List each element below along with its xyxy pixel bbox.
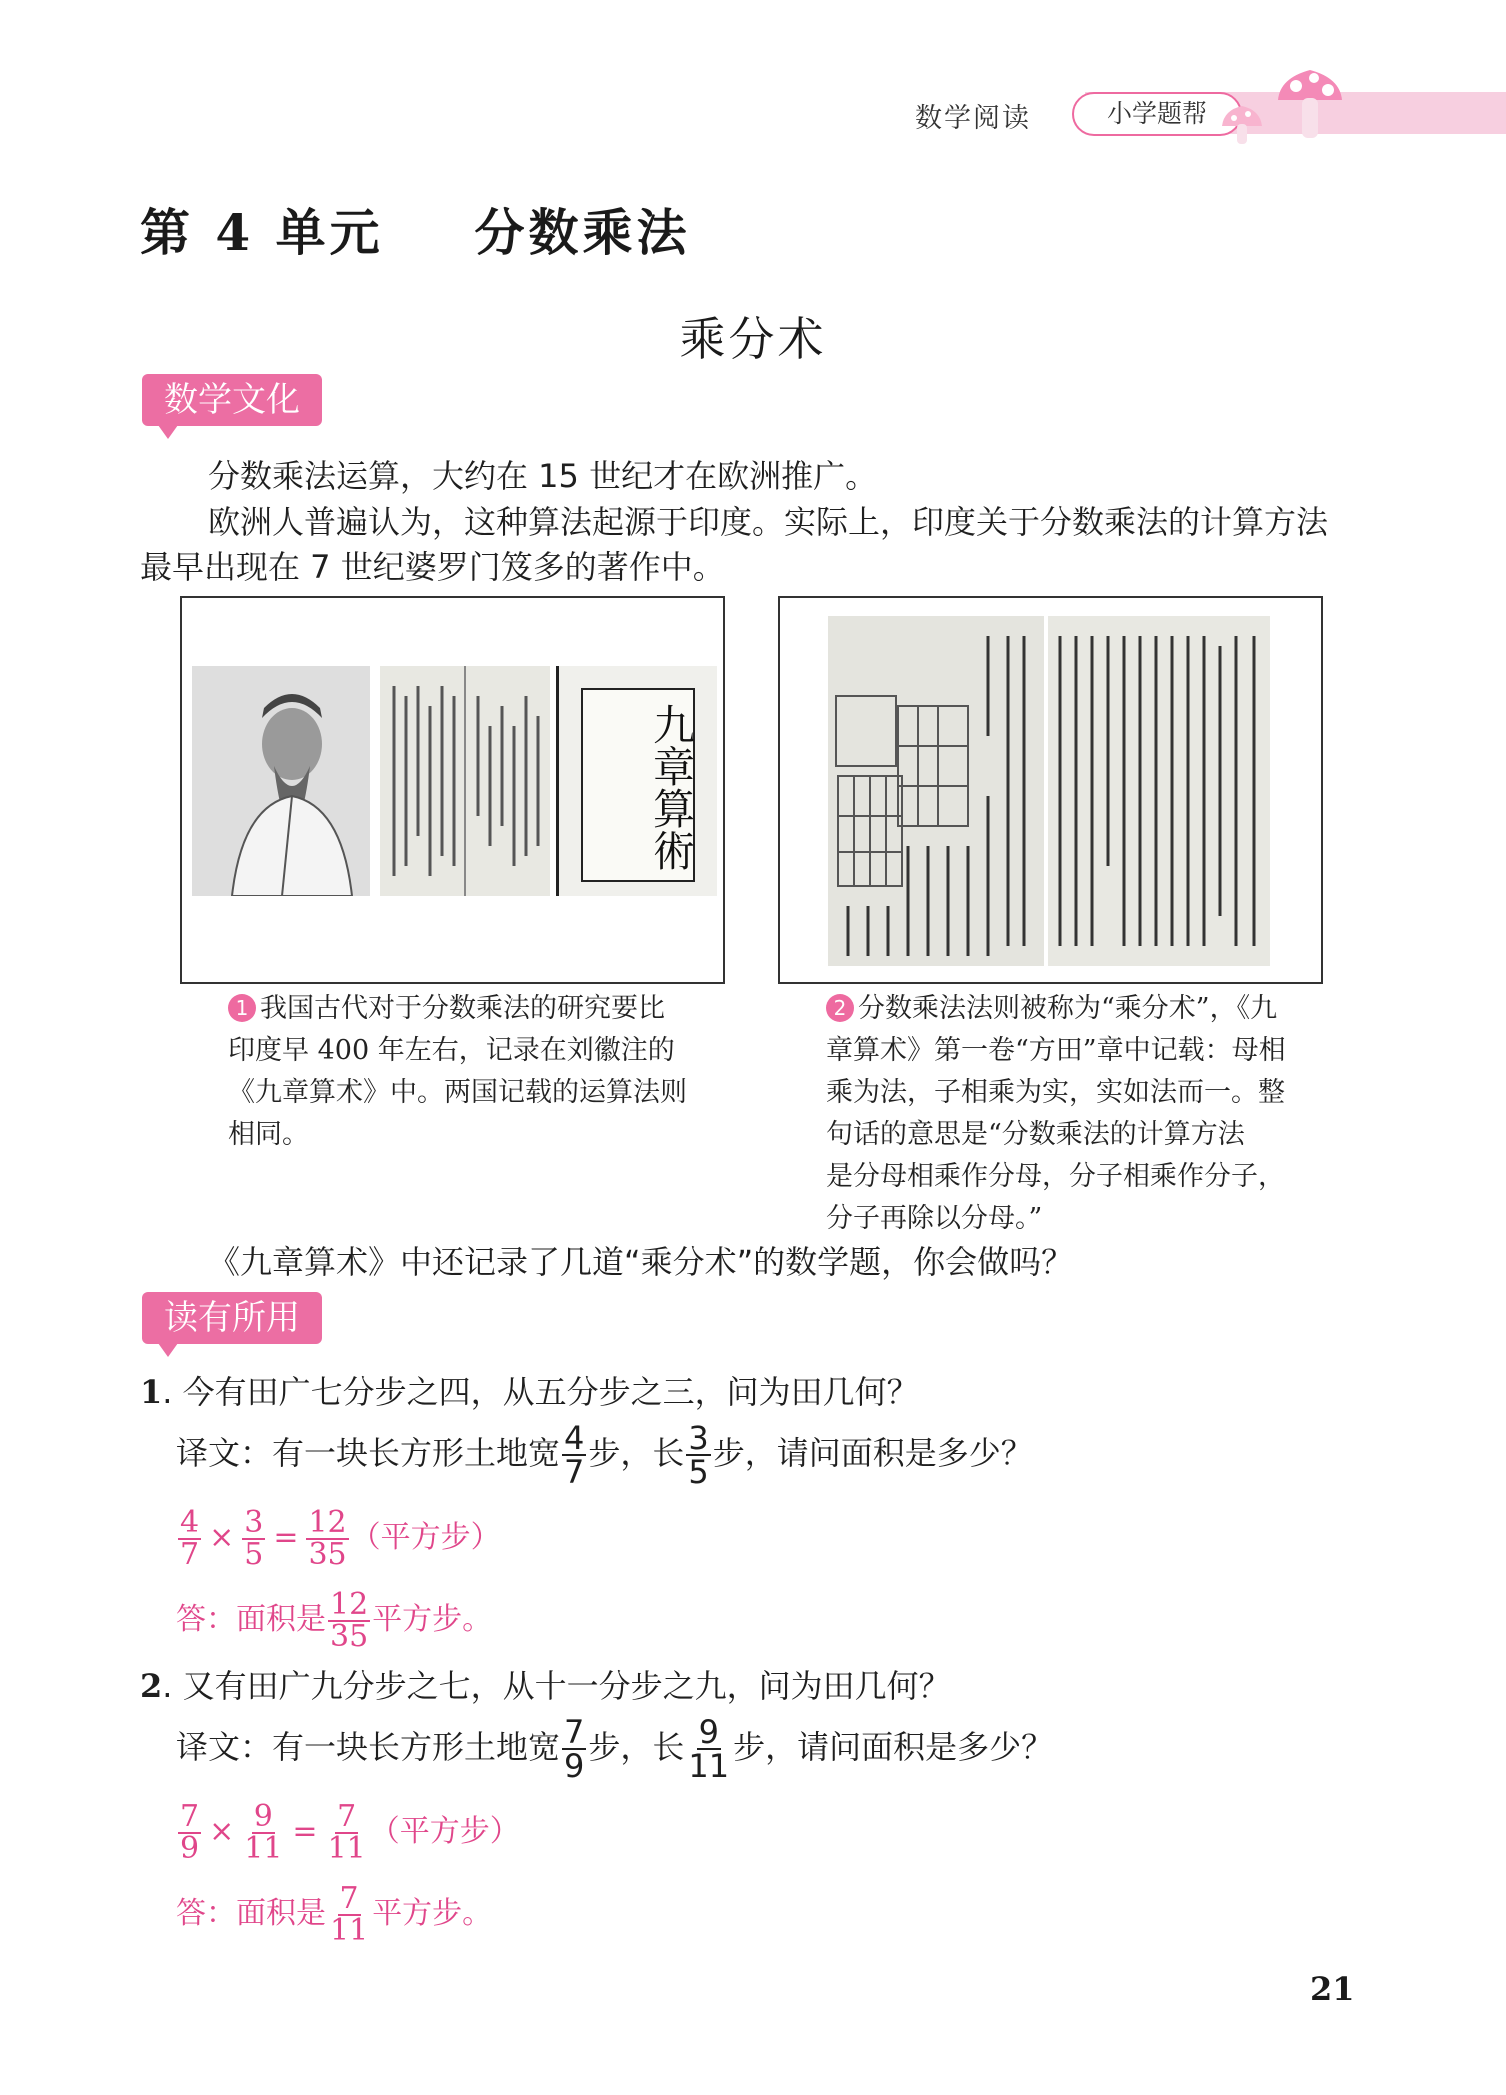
transition-sentence: 《九章算术》中还记录了几道“乘分术”的数学题，你会做吗？	[208, 1243, 1074, 1281]
open-book-photo	[380, 666, 550, 896]
left-page-drawing	[828, 616, 1044, 966]
fraction: $\frac{3}{5}$	[688, 1419, 709, 1491]
use-tag-tail	[158, 1343, 178, 1357]
unit-suffix: 单元	[275, 203, 384, 262]
right-page-drawing	[1048, 616, 1270, 966]
problem-1-translation: 译文：有一块长方形土地宽 $\frac{4}{7}$ 步，长 $\frac{3}{5}$ 步，请问面积是多少？	[176, 1419, 1033, 1491]
unit-number: 4	[215, 203, 255, 262]
lesson-title: 乘分术	[679, 312, 827, 366]
culture-tag: 数学文化	[142, 374, 322, 426]
ancient-text-right-page	[1048, 616, 1270, 966]
fraction: $\frac{7}{9}$	[564, 1713, 585, 1785]
fraction: $\frac{4}{7}$	[180, 1505, 200, 1572]
problem-2-number: 2	[140, 1667, 163, 1705]
fraction: $\frac{3}{5}$	[244, 1505, 264, 1572]
problem-1-calculation: $\frac{4}{7}$ × $\frac{3}{5}$ = $\frac{12}{35}$ （平方步）	[180, 1505, 501, 1572]
intro-paragraph-2-line-1: 欧洲人普遍认为，这种算法起源于印度。实际上，印度关于分数乘法的计算方法	[208, 503, 1329, 541]
ancient-text-left-page	[828, 616, 1044, 966]
intro-paragraph-2-line-2: 最早出现在 7 世纪婆罗门笈多的著作中。	[140, 548, 725, 586]
caption-2-line-5: 是分母相乘作分母，分子相乘作分子，	[826, 1161, 1285, 1192]
caption-1-line-1: 1 我国古代对于分数乘法的研究要比	[228, 988, 708, 1030]
problem-1-question: 1. 今有田广七分步之四，从五分步之三，问为田几何？	[140, 1373, 919, 1411]
fraction: $\frac{7}{9}$	[180, 1799, 200, 1866]
caption-1-line-3: 《九章算术》中。两国记载的运算法则	[228, 1077, 687, 1108]
book-cover-label	[581, 688, 695, 882]
caption-1-line-4: 相同。	[228, 1119, 309, 1150]
problem-2-calculation: $\frac{7}{9}$ × $\frac{9}{11}$ = $\frac{7}{11}$ （平方步）	[180, 1799, 520, 1866]
figure-2-caption	[826, 988, 1306, 1240]
mushroom-icon	[1218, 52, 1358, 152]
section-label: 数学阅读	[915, 103, 1031, 134]
fraction: $\frac{4}{7}$	[564, 1419, 585, 1491]
figure-1-caption	[228, 988, 708, 1156]
caption-2-line-3: 乘为法，子相乘为实，实如法而一。整	[826, 1077, 1285, 1108]
page-number: 21	[1310, 1970, 1355, 2008]
liu-hui-portrait	[192, 666, 370, 896]
figure-2-frame	[778, 596, 1323, 984]
book-cover-title: 九章算術	[647, 703, 696, 871]
fraction: $\frac{7}{11}$	[327, 1799, 366, 1866]
figure-1-number-badge: 1	[228, 994, 256, 1022]
caption-2-line-6: 分子再除以分母。”	[826, 1203, 1043, 1234]
figure-2-number-badge: 2	[826, 994, 854, 1022]
caption-2-line-4: 句话的意思是“分数乘法的计算方法	[826, 1119, 1245, 1150]
problem-1-answer: 答：面积是 $\frac{12}{35}$ 平方步。	[176, 1587, 493, 1654]
caption-2-line-1: 2 分数乘法法则被称为“乘分术”，《九	[826, 988, 1306, 1030]
problem-2-translation: 译文：有一块长方形土地宽 $\frac{7}{9}$ 步，长 $\frac{9}{11}$ 步，请问面积是多少？	[176, 1713, 1054, 1785]
portrait-drawing	[192, 666, 370, 896]
problem-1-number: 1	[140, 1373, 163, 1411]
fraction: $\frac{12}{35}$	[308, 1505, 347, 1572]
fraction: $\frac{9}{11}$	[244, 1799, 283, 1866]
brand-label: 小学题帮	[1106, 99, 1207, 128]
unit-title	[140, 193, 690, 265]
caption-2-line-2: 章算术》第一卷“方田”章中记载：母相	[826, 1035, 1286, 1066]
culture-tag-tail	[158, 425, 178, 439]
unit-prefix: 第	[140, 203, 194, 262]
figure-1-frame	[180, 596, 725, 984]
fraction: $\frac{9}{11}$	[688, 1713, 730, 1785]
unit-topic: 分数乘法	[474, 203, 691, 262]
intro-paragraph-1: 分数乘法运算，大约在 15 世纪才在欧洲推广。	[208, 457, 878, 495]
fraction: $\frac{12}{35}$	[330, 1587, 369, 1654]
caption-1-line-2: 印度早 400 年左右，记录在刘徽注的	[228, 1035, 675, 1066]
book-cover-photo	[556, 666, 717, 896]
problem-2-answer: 答：面积是 $\frac{7}{11}$ 平方步。	[176, 1881, 493, 1948]
book-pages-drawing	[380, 666, 550, 896]
fraction: $\frac{7}{11}$	[330, 1881, 369, 1948]
use-tag: 读有所用	[142, 1292, 322, 1344]
problem-2-question: 2. 又有田广九分步之七，从十一分步之九，问为田几何？	[140, 1667, 951, 1705]
